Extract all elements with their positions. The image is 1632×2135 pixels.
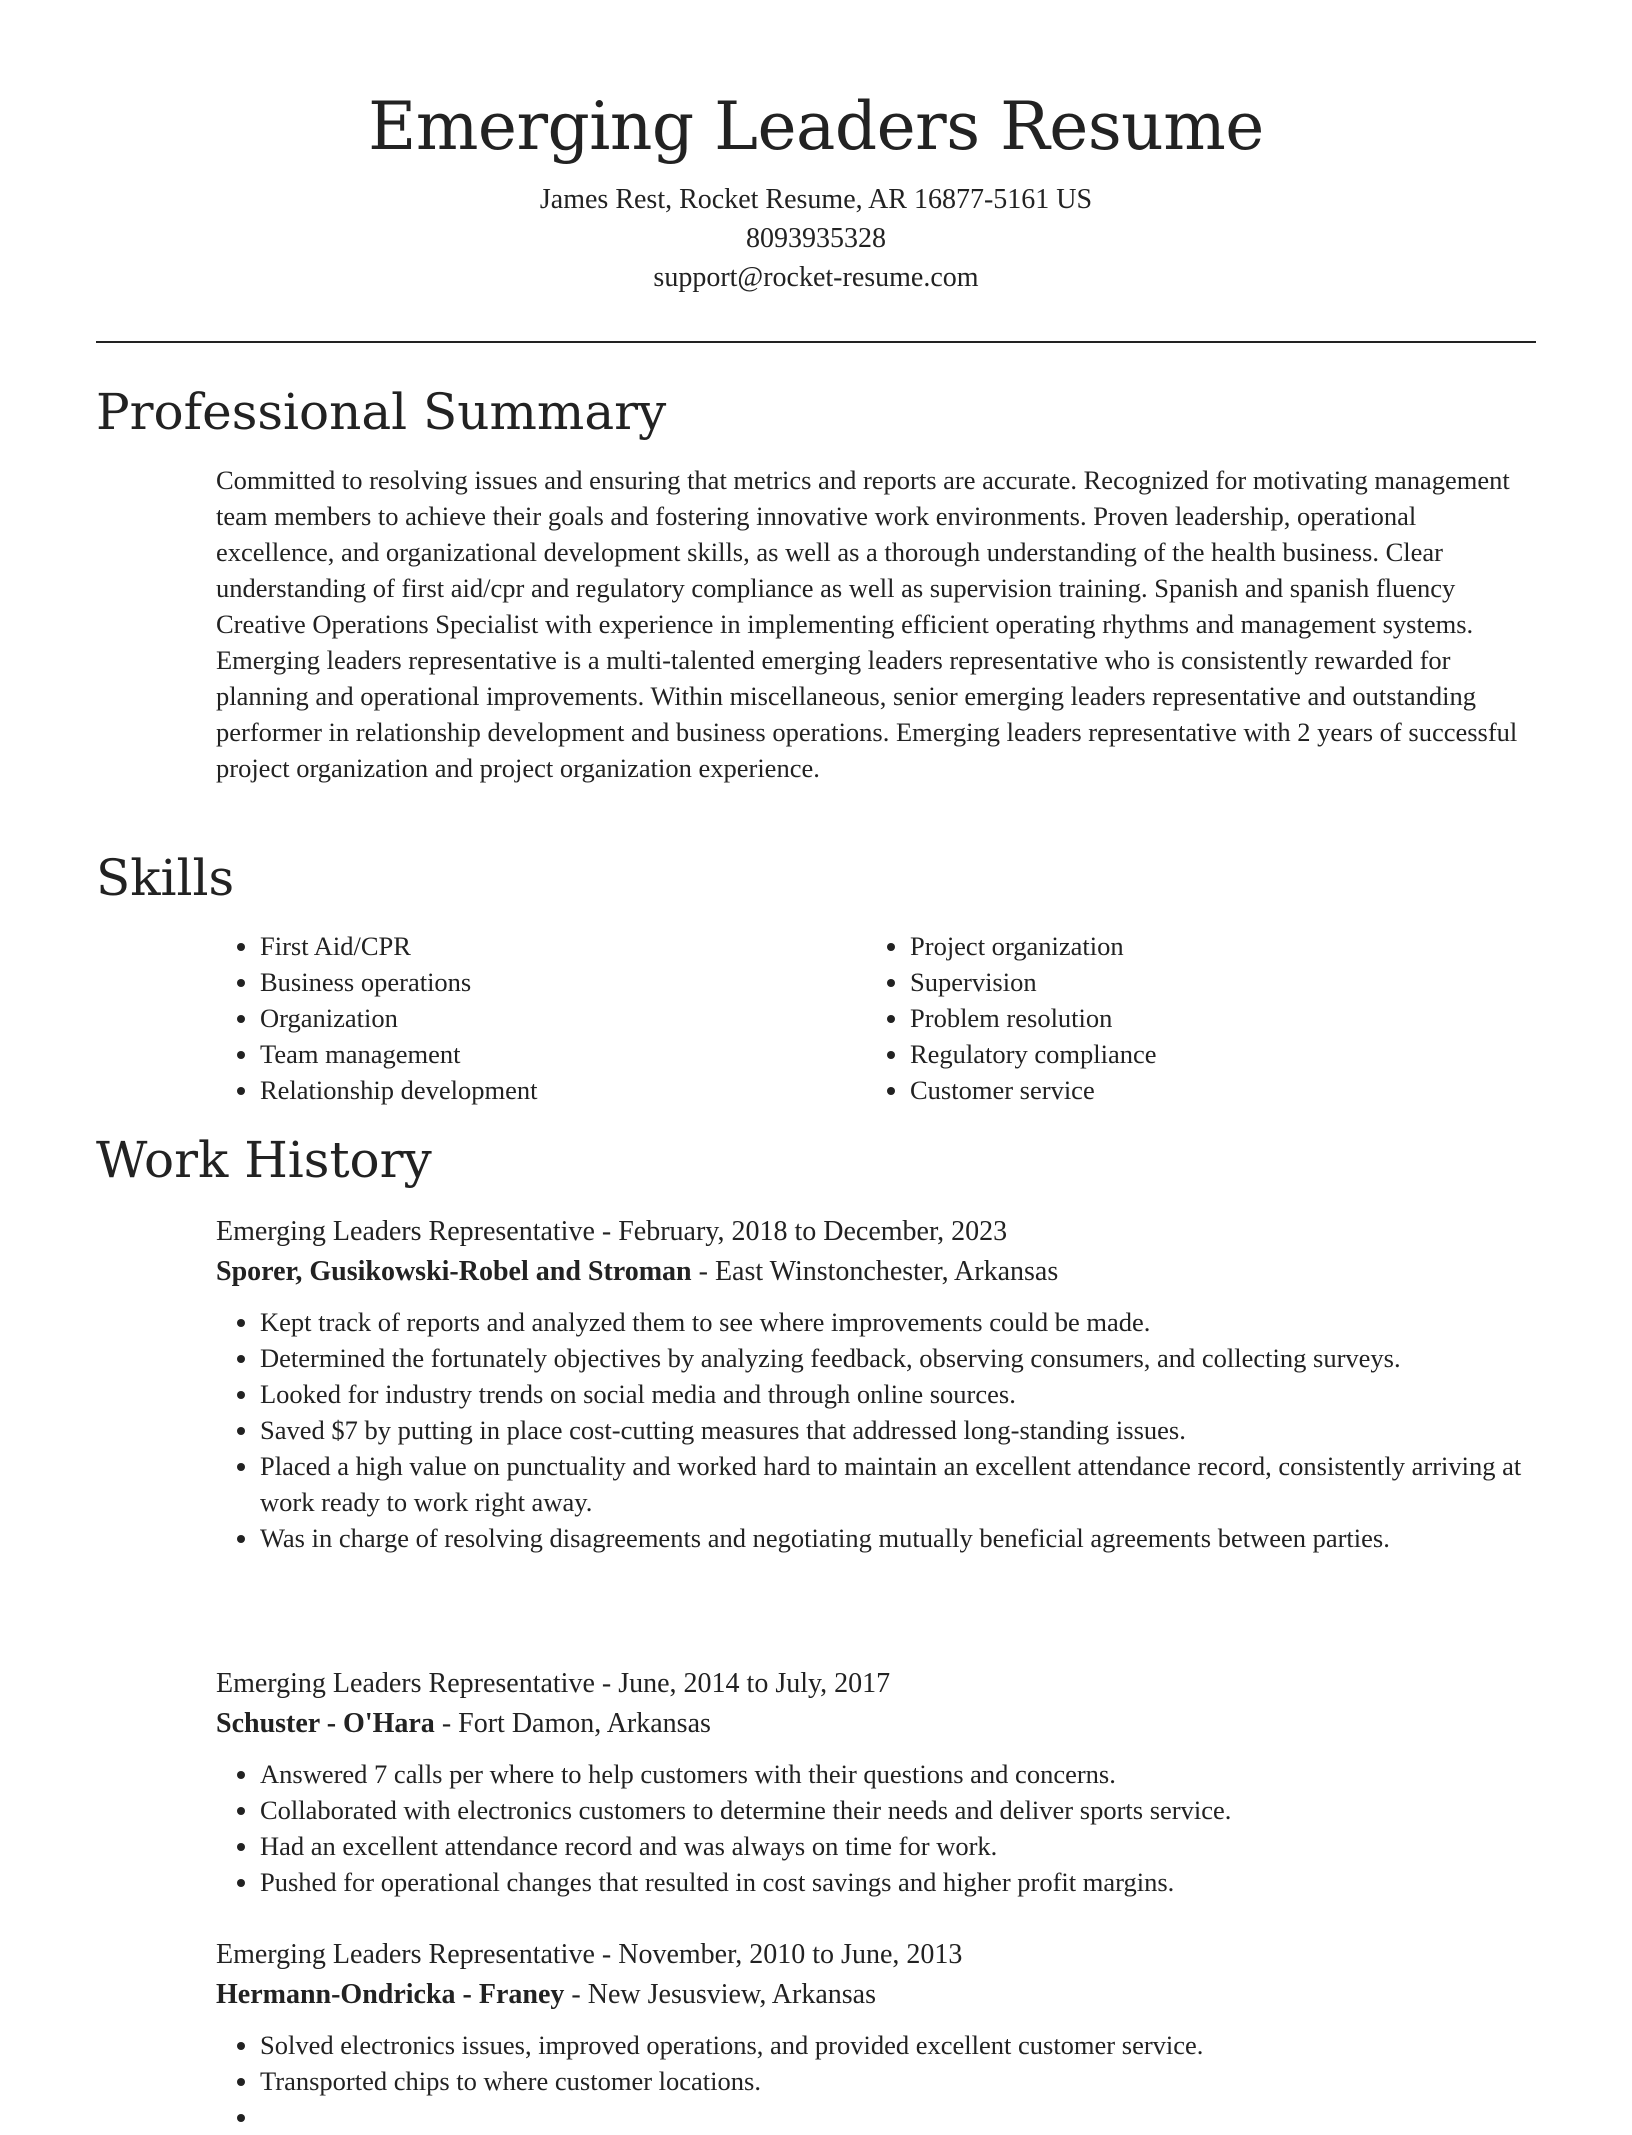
skills-list — [216, 928, 1536, 1108]
job-dates: February, 2018 to December, 2023 — [618, 1216, 1008, 1247]
job-bullet: • Was in charge of resolving disagreements and negotiating mutually beneficial agreements between parties. — [260, 1520, 1536, 1556]
job-dates: November, 2010 to June, 2013 — [618, 1939, 963, 1970]
work-history-heading: Work History — [96, 1131, 432, 1189]
skill-item: • Business operations — [260, 964, 866, 1000]
job-bullet: • Solved electronics issues, improved operations, and provided excellent customer service. — [260, 2027, 1536, 2063]
job-bullet: • Kept track of reports and analyzed them to see where improvements could be made. — [260, 1304, 1536, 1340]
job-bullet: • Transported chips to where customer locations. — [260, 2063, 1536, 2099]
header-divider — [96, 341, 1536, 343]
job-role: Emerging Leaders Representative — [216, 1939, 595, 1970]
job-company-line: Sporer, Gusikowski-Robel and Stroman - East Winstonchester, Arkansas — [216, 1256, 1059, 1287]
contact-email: support@rocket-resume.com — [653, 262, 979, 293]
skill-item: • First Aid/CPR — [260, 928, 866, 964]
skill-item: • Supervision — [910, 964, 1516, 1000]
job-location: East Winstonchester, Arkansas — [714, 1256, 1059, 1287]
job-bullets — [216, 1756, 1536, 1900]
job-company: Hermann-Ondricka - Franey — [216, 1979, 565, 2010]
job-company-line: Hermann-Ondricka - Franey - New Jesusview, Arkansas — [216, 1979, 876, 2010]
job-title-line: Emerging Leaders Representative - November, 2010 to June, 2013 — [216, 1939, 963, 1970]
job-bullets — [216, 2027, 1536, 2135]
job-bullet: • Determined the fortunately objectives by analyzing feedback, observing consumers, and collecting surveys. — [260, 1340, 1536, 1376]
job-location: Fort Damon, Arkansas — [458, 1708, 711, 1739]
job-dates: June, 2014 to July, 2017 — [618, 1668, 891, 1699]
resume-title: Emerging Leaders Resume — [368, 88, 1264, 165]
job-role: Emerging Leaders Representative — [216, 1216, 595, 1247]
skill-item: • Customer service — [910, 1072, 1516, 1108]
job-bullet: • Placed a high value on punctuality and worked hard to maintain an excellent attendance record, consistently arriving at work ready to work right away. — [260, 1448, 1536, 1520]
skill-item: • Problem resolution — [910, 1000, 1516, 1036]
job-company: Sporer, Gusikowski-Robel and Stroman — [216, 1256, 692, 1287]
job-title-line: Emerging Leaders Representative - February, 2018 to December, 2023 — [216, 1216, 1008, 1247]
skills-column-left — [216, 928, 866, 1108]
skill-item: • Project organization — [910, 928, 1516, 964]
job-location: New Jesusview, Arkansas — [587, 1979, 876, 2010]
job-role: Emerging Leaders Representative — [216, 1668, 595, 1699]
job-company-line: Schuster - O'Hara - Fort Damon, Arkansas — [216, 1708, 711, 1739]
job-bullet: • Collaborated with electronics customers to determine their needs and deliver sports service. — [260, 1792, 1536, 1828]
resume-header — [96, 82, 1536, 297]
job-entry — [216, 1664, 1536, 1900]
skills-column-right — [866, 928, 1516, 1108]
job-bullet: • Had an excellent attendance record and was always on time for work. — [260, 1828, 1536, 1864]
summary-text: Committed to resolving issues and ensuring that metrics and reports are accurate. Recognized for motivating management team members to achieve their goals and fostering innovative work environments. Proven leadership, operational excellence, and organizational development skills, as well as a thorough understanding of the health business. Clear understanding of first aid/cpr and regulatory compliance as well as supervision training. Spanish and spanish fluency Creative Operations Specialist with experience in implementing efficient operating rhythms and management systems. Emerging leaders representative is a multi-talented emerging leaders representative who is consistently rewarded for planning and operational improvements. Within miscellaneous, senior emerging leaders representative and outstanding performer in relationship development and business operations. Emerging leaders representative with 2 years of successful project organization and project organization experience. — [216, 465, 1518, 783]
job-entry — [216, 1212, 1536, 1556]
job-entry — [216, 1935, 1536, 2135]
skill-item: • Team management — [260, 1036, 866, 1072]
job-bullet: • Looked for industry trends on social media and through online sources. — [260, 1376, 1536, 1412]
skill-item: • Organization — [260, 1000, 866, 1036]
job-title-line: Emerging Leaders Representative - June, 2014 to July, 2017 — [216, 1668, 891, 1699]
summary-heading: Professional Summary — [96, 383, 667, 441]
job-bullet: • Pushed for operational changes that resulted in cost savings and higher profit margins. — [260, 1864, 1536, 1900]
job-bullets — [216, 1304, 1536, 1556]
job-bullet: • Answered 7 calls per where to help customers with their questions and concerns. — [260, 1756, 1536, 1792]
skill-item: • Relationship development — [260, 1072, 866, 1108]
skills-heading: Skills — [96, 849, 235, 907]
job-company: Schuster - O'Hara — [216, 1708, 435, 1739]
job-bullet — [260, 2099, 1536, 2135]
job-bullet: • Saved $7 by putting in place cost-cutting measures that addressed long-standing issues. — [260, 1412, 1536, 1448]
contact-phone: 8093935328 — [746, 223, 886, 254]
contact-address: James Rest, Rocket Resume, AR 16877-5161 US — [539, 184, 1093, 215]
skill-item: • Regulatory compliance — [910, 1036, 1516, 1072]
